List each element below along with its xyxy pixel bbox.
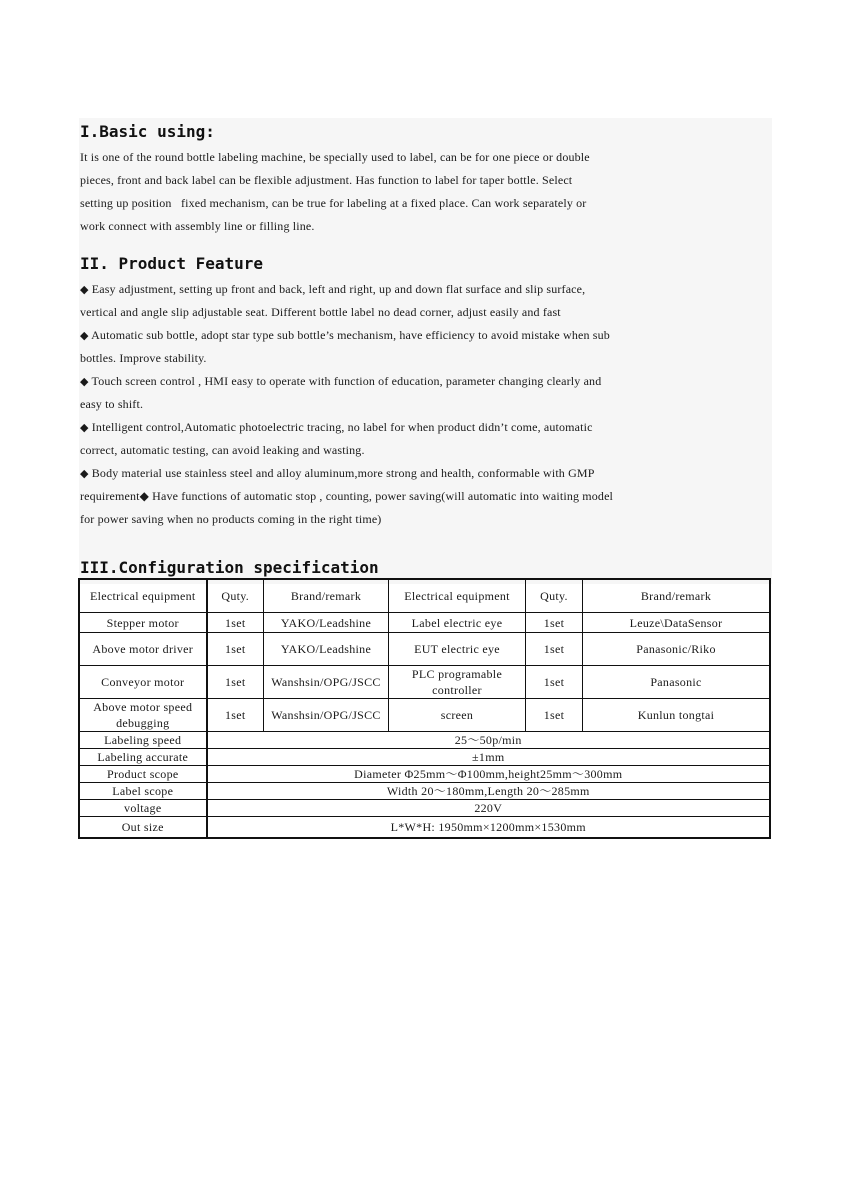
table-cell: 1set <box>207 699 264 732</box>
spec-value: L*W*H: 1950mm×1200mm×1530mm <box>207 817 770 838</box>
table-cell: 1set <box>526 699 583 732</box>
diamond-bullet-icon: ◆ <box>80 421 89 434</box>
basic-line: pieces, front and back label can be flexible adjustment. Has function to label for taper bottle. Select <box>80 173 573 187</box>
basic-line: work connect with assembly line or filling line. <box>80 219 315 233</box>
table-cell: Kunlun tongtai <box>583 699 770 732</box>
spec-label: voltage <box>80 800 207 817</box>
table-cell: 1set <box>526 666 583 699</box>
table-cell: Label electric eye <box>389 613 526 633</box>
basic-using-paragraph <box>80 146 770 238</box>
spec-row <box>80 783 770 800</box>
table-cell: PLC programable controller <box>389 666 526 699</box>
header-cell: Brand/remark <box>264 580 389 613</box>
table-cell: Leuze\DataSensor <box>583 613 770 633</box>
section-title-basic-using: I.Basic using: <box>80 122 215 141</box>
table-cell: Stepper motor <box>80 613 207 633</box>
diamond-bullet-icon: ◆ <box>80 329 89 342</box>
spec-label: Out size <box>80 817 207 838</box>
spec-row <box>80 732 770 749</box>
configuration-table <box>79 579 770 838</box>
table-cell: 1set <box>207 666 264 699</box>
spec-value: 25～50p/min <box>207 732 770 749</box>
feature-line: ◆ Easy adjustment, setting up front and back, left and right, up and down flat surface and slip surface, <box>80 282 586 296</box>
spec-row <box>80 749 770 766</box>
spec-label: Labeling speed <box>80 732 207 749</box>
spec-value: 220V <box>207 800 770 817</box>
table-cell: YAKO/Leadshine <box>264 613 389 633</box>
table-cell: Wanshsin/OPG/JSCC <box>264 699 389 732</box>
spec-label: Product scope <box>80 766 207 783</box>
diamond-bullet-icon: ◆ <box>80 375 89 388</box>
diamond-bullet-icon: ◆ <box>80 283 89 296</box>
table-row <box>80 633 770 666</box>
section-title-configuration-specification: III.Configuration specification <box>80 558 379 577</box>
basic-line: It is one of the round bottle labeling machine, be specially used to label, can be for one piece or double <box>80 150 590 164</box>
spec-value: Width 20～180mm,Length 20～285mm <box>207 783 770 800</box>
feature-line: ◆ Body material use stainless steel and alloy aluminum,more strong and health, conformable with GMP <box>80 466 595 480</box>
feature-line: for power saving when no products coming in the right time) <box>80 512 382 526</box>
spec-label: Label scope <box>80 783 207 800</box>
table-cell: Conveyor motor <box>80 666 207 699</box>
header-cell: Electrical equipment <box>80 580 207 613</box>
feature-line: ◆ Intelligent control,Automatic photoelectric tracing, no label for when product didn’t come, automatic <box>80 420 593 434</box>
table-cell: 1set <box>207 613 264 633</box>
header-cell: Quty. <box>207 580 264 613</box>
feature-line: ◆ Touch screen control , HMI easy to operate with function of education, parameter changing clearly and <box>80 374 602 388</box>
feature-line: ◆ Automatic sub bottle, adopt star type sub bottle’s mechanism, have efficiency to avoid mistake when sub <box>80 328 610 342</box>
feature-line: easy to shift. <box>80 397 144 411</box>
table-cell: Panasonic/Riko <box>583 633 770 666</box>
table-cell: 1set <box>207 633 264 666</box>
feature-line: correct, automatic testing, can avoid leaking and wasting. <box>80 443 365 457</box>
basic-line: setting up position fixed mechanism, can be true for labeling at a fixed place. Can work separately or <box>80 196 587 210</box>
header-cell: Quty. <box>526 580 583 613</box>
table-cell: Panasonic <box>583 666 770 699</box>
feature-line: vertical and angle slip adjustable seat. Different bottle label no dead corner, adjust easily and fast <box>80 305 561 319</box>
table-cell: EUT electric eye <box>389 633 526 666</box>
spec-row <box>80 766 770 783</box>
table-row <box>80 613 770 633</box>
header-cell: Electrical equipment <box>389 580 526 613</box>
section-title-product-feature: II. Product Feature <box>80 254 264 273</box>
spec-value: Diameter Φ25mm～Φ100mm,height25mm～300mm <box>207 766 770 783</box>
feature-list <box>80 278 770 531</box>
table-cell: 1set <box>526 613 583 633</box>
spec-value: ±1mm <box>207 749 770 766</box>
table-cell: screen <box>389 699 526 732</box>
diamond-bullet-icon: ◆ <box>80 467 89 480</box>
feature-line: bottles. Improve stability. <box>80 351 207 365</box>
spec-row <box>80 817 770 838</box>
table-cell: Wanshsin/OPG/JSCC <box>264 666 389 699</box>
table-header-row <box>80 580 770 613</box>
table-cell: Above motor speed debugging <box>80 699 207 732</box>
table-row <box>80 666 770 699</box>
spec-row <box>80 800 770 817</box>
table-row <box>80 699 770 732</box>
spec-label: Labeling accurate <box>80 749 207 766</box>
feature-line: requirement◆ Have functions of automatic stop , counting, power saving(will automatic into waiting model <box>80 489 614 503</box>
table-cell: Above motor driver <box>80 633 207 666</box>
header-cell: Brand/remark <box>583 580 770 613</box>
table-cell: YAKO/Leadshine <box>264 633 389 666</box>
table-cell: 1set <box>526 633 583 666</box>
document-body <box>80 118 770 531</box>
